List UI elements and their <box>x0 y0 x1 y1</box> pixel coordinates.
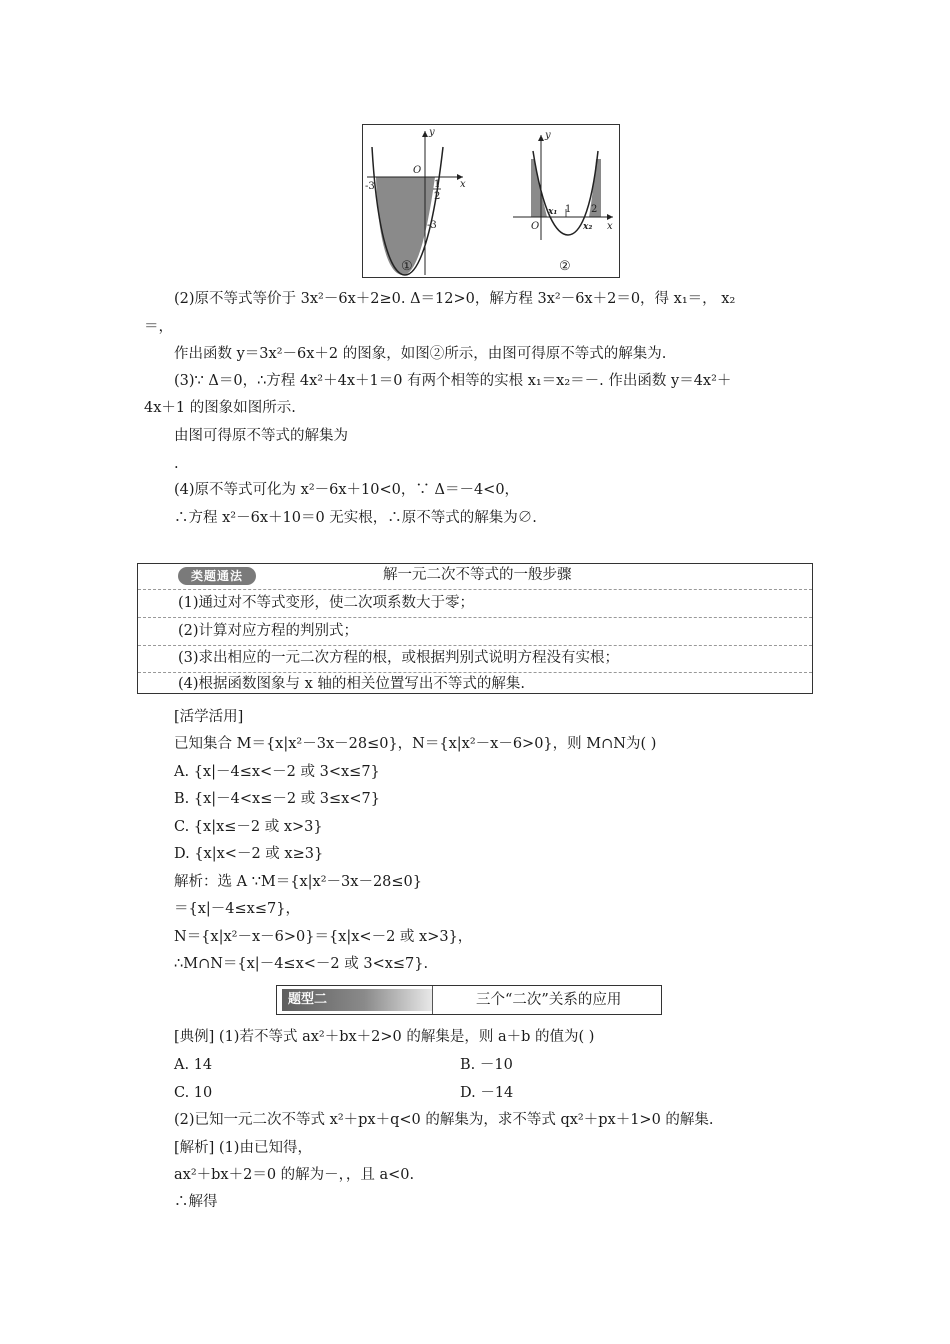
practice-option-b: B. {x|－4<x≤－2 或 3≤x<7} <box>174 791 380 807</box>
practice-solution-3: N＝{x|x²－x－6>0}＝{x|x<－2 或 x>3}， <box>174 929 473 945</box>
left-origin-label: O <box>413 165 422 176</box>
example-option-c: C. 10 <box>174 1085 213 1101</box>
practice-option-d: D. {x|x<－2 或 x≥3} <box>174 846 324 862</box>
practice-heading: [活学活用] <box>174 709 244 725</box>
example-solution-2: ax²＋bx＋2＝0 的解为－，，且 a<0. <box>174 1167 415 1183</box>
figure-frame <box>362 124 620 278</box>
example-question-1: [典例] (1)若不等式 ax²＋bx＋2>0 的解集是，则 a＋b 的值为( ) <box>174 1029 595 1045</box>
example-question-2: (2)已知一元二次不等式 x²＋px＋q<0 的解集为，求不等式 qx²＋px＋1>0 的解集. <box>174 1112 714 1128</box>
solution-line-3b: 4x＋1 的图象如图所示. <box>144 400 296 416</box>
practice-solution-2: ＝{x|－4≤x≤7}， <box>174 901 300 917</box>
figure-label-2: ② <box>559 259 571 274</box>
method-step-4: (4)根据函数图象与 x 轴的相关位置写出不等式的解集. <box>178 676 526 692</box>
right-shaded-left <box>531 159 547 217</box>
solution-line-2a: (2)原不等式等价于 3x²－6x＋2≥0. Δ＝12>0，解方程 3x²－6x＋2＝0，得 x₁＝， x₂ <box>174 291 736 307</box>
right-two-label: 2 <box>591 204 598 215</box>
type-title: 三个“二次”关系的应用 <box>476 992 622 1008</box>
right-x1-label: x₁ <box>548 207 558 217</box>
method-step-1: (1)通过对不等式变形，使二次项系数大于零； <box>178 595 475 611</box>
example-option-b: B. －10 <box>460 1057 513 1073</box>
method-divider <box>138 617 812 618</box>
left-tick-neg3-x: -3 <box>365 181 375 192</box>
practice-option-c: C. {x|x≤－2 或 x>3} <box>174 819 323 835</box>
right-x2-label: x₂ <box>583 222 593 232</box>
type-separator <box>432 986 433 1014</box>
right-origin-label: O <box>531 221 540 232</box>
practice-solution-1: 解析：选 A ∵M＝{x|x²－3x－28≤0} <box>174 874 422 890</box>
practice-question: 已知集合 M＝{x|x²－3x－28≤0}，N＝{x|x²－x－6>0}，则 M∩N为( ) <box>174 736 657 752</box>
left-tick-neg3-y: -3 <box>427 220 437 231</box>
example-solution-3: ∴解得 <box>174 1194 218 1210</box>
solution-line-2b: ＝， <box>144 319 173 335</box>
left-frac-numerator: 1 <box>434 179 441 190</box>
solution-line-3a: (3)∵ Δ＝0，∴方程 4x²＋4x＋1＝0 有两个相等的实根 x₁＝x₂＝－. 作出函数 y＝4x²＋ <box>174 373 732 389</box>
type-badge: 题型二 <box>282 989 432 1011</box>
solution-line-3c: 由图可得原不等式的解集为 <box>174 428 348 444</box>
method-divider <box>138 645 812 646</box>
method-title: 解一元二次不等式的一般步骤 <box>383 567 572 583</box>
solution-line-3d: . <box>174 456 179 472</box>
left-y-label: y <box>429 127 435 138</box>
solution-line-2c: 作出函数 y＝3x²－6x＋2 的图象，如图②所示，由图可得原不等式的解集为. <box>174 346 667 362</box>
right-one-label: 1 <box>565 204 572 215</box>
right-y-label: y <box>545 130 551 141</box>
example-option-a: A. 14 <box>174 1057 213 1073</box>
method-step-3: (3)求出相应的一元二次方程的根，或根据判别式说明方程没有实根； <box>178 650 620 666</box>
solution-line-4a: (4)原不等式可化为 x²－6x＋10<0，∵ Δ＝－4<0， <box>174 482 520 498</box>
example-solution-1: [解析] (1)由已知得， <box>174 1140 312 1156</box>
right-x-label: x <box>607 221 613 232</box>
solution-line-4b: ∴方程 x²－6x＋10＝0 无实根，∴原不等式的解集为∅. <box>174 510 537 526</box>
method-badge: 类题通法 <box>178 567 256 585</box>
method-divider <box>138 589 812 590</box>
left-frac-denominator: 2 <box>434 191 441 202</box>
practice-option-a: A. {x|－4≤x<－2 或 3<x≤7} <box>174 764 380 780</box>
parabola-figures <box>363 125 619 277</box>
left-x-label: x <box>460 179 466 190</box>
method-step-2: (2)计算对应方程的判别式； <box>178 623 359 639</box>
example-option-d: D. －14 <box>460 1085 514 1101</box>
method-divider <box>138 672 812 673</box>
practice-solution-4: ∴M∩N＝{x|－4≤x<－2 或 3<x≤7}. <box>174 956 429 972</box>
figure-label-1: ① <box>401 259 413 274</box>
